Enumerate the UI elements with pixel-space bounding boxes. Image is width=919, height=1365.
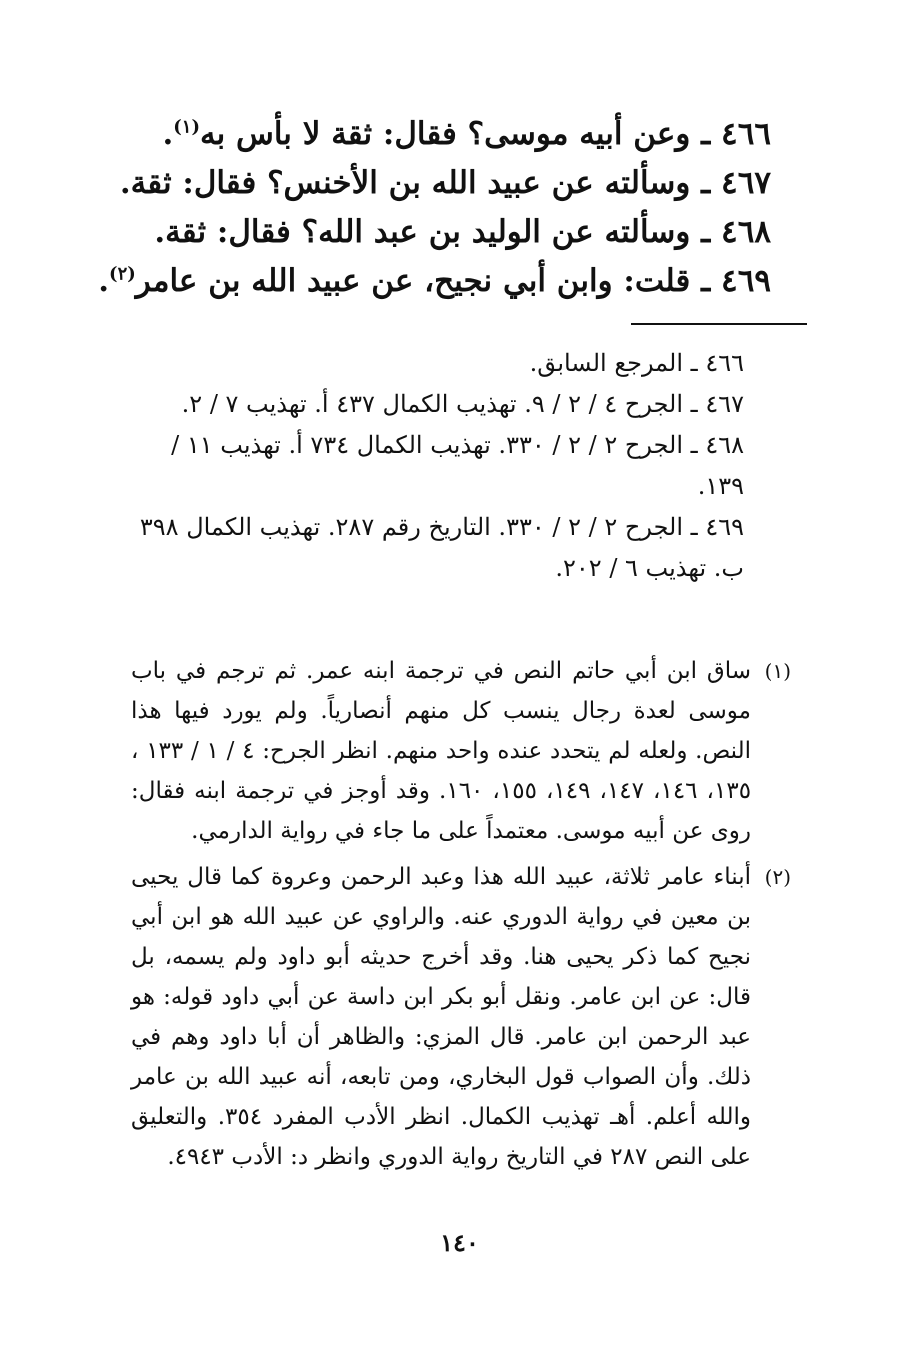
footnote-marker: (٢) bbox=[109, 263, 136, 285]
entry-468 bbox=[131, 208, 771, 257]
entry-text: ٤٦٦ ـ وعن أبيه موسى؟ فقال: ثقة لا بأس به bbox=[199, 116, 771, 152]
entry-tail: . bbox=[98, 263, 110, 299]
references bbox=[134, 343, 744, 589]
footnote-divider bbox=[631, 323, 807, 325]
entry-469 bbox=[98, 257, 771, 306]
footnote-2 bbox=[131, 857, 791, 1177]
footnote-1 bbox=[131, 651, 791, 851]
entry-text: ٤٦٩ ـ قلت: وابن أبي نجيح، عن عبيد الله بن عامر bbox=[135, 263, 771, 299]
reference-467: ٤٦٧ ـ الجرح ٤ / ٢ / ٩. تهذيب الكمال ٤٣٧ أ. تهذيب ٧ / ٢. bbox=[181, 390, 744, 418]
entry-tail: . bbox=[162, 116, 174, 152]
footnote-marker: (١) bbox=[173, 116, 200, 138]
entry-text: ٤٦٨ ـ وسألته عن الوليد بن عبد الله؟ فقال: ثقة. bbox=[154, 214, 771, 250]
footnote-text: ساق ابن أبي حاتم النص في ترجمة ابنه عمر. ثم ترجم في باب موسى لعدة رجال ينسب كل منهم أنصارياً. ولم يورد فيها هذا النص. ولعله لم يتحدد عنده واحد منهم. انظر الجرح: ٤ / ١ / ١٣٣ ، ١٣٥، ١٤٦، ١٤٧، ١٤٩، ١٥٥، ١٦٠. وقد أوجز في ترجمة ابنه فقال: روى عن أبيه موسى. معتمداً على ما جاء في رواية الدارمي. bbox=[131, 658, 752, 844]
entry-467 bbox=[119, 159, 771, 208]
footnote-number: (١) bbox=[764, 659, 791, 683]
reference-466: ٤٦٦ ـ المرجع السابق. bbox=[529, 349, 744, 377]
footnote-number: (٢) bbox=[764, 865, 791, 889]
entry-text: ٤٦٧ ـ وسألته عن عبيد الله بن الأخنس؟ فقال: ثقة. bbox=[119, 165, 771, 201]
entry-466 bbox=[131, 110, 771, 159]
reference-469: ٤٦٩ ـ الجرح ٢ / ٢ / ٣٣٠. التاريخ رقم ٢٨٧. تهذيب الكمال ٣٩٨ ب. تهذيب ٦ / ٢٠٢. bbox=[139, 513, 744, 582]
page-number: ١٤٠ bbox=[440, 1228, 479, 1257]
footnote-text: أبناء عامر ثلاثة، عبيد الله هذا وعبد الرحمن وعروة كما قال يحيى بن معين في رواية الدوري عنه. والراوي عن عبيد الله هو ابن أبي نجيح كما ذكر يحيى هنا. وقد أخرج حديثه أبو داود ولم يسمه، بل قال: عن ابن عامر. ونقل أبو بكر ابن داسة عن أبي داود قوله: هو عبد الرحمن ابن عامر. قال المزي: والظاهر أن أبا داود وهم في ذلك. وأن الصواب قول البخاري، ومن تابعه، أنه عبيد الله بن عامر والله أعلم. أهـ تهذيب الكمال. انظر الأدب المفرد ٣٥٤. والتعليق على النص ٢٨٧ في التاريخ رواية الدوري وانظر د: الأدب ٤٩٤٣. bbox=[131, 864, 751, 1170]
main-text bbox=[98, 110, 771, 306]
reference-468: ٤٦٨ ـ الجرح ٢ / ٢ / ٣٣٠. تهذيب الكمال ٧٣٤ أ. تهذيب ١١ / ١٣٩. bbox=[171, 431, 744, 500]
footnotes bbox=[131, 651, 791, 1183]
